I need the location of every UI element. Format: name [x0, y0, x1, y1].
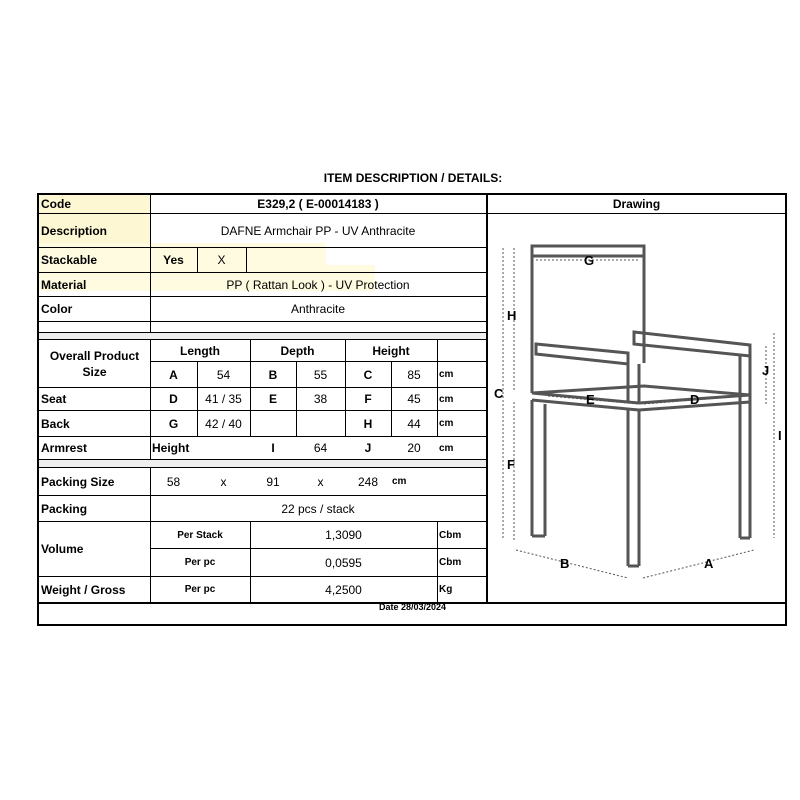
page-title: ITEM DESCRIPTION / DETAILS: [323, 171, 503, 185]
dim-j-letter: J [364, 441, 372, 455]
packing-value: 22 pcs / stack [281, 501, 355, 516]
code-value: E329,2 ( E-00014183 ) [257, 197, 379, 211]
dim-e-value: 38 [313, 392, 328, 406]
dim-label-b: B [560, 556, 570, 571]
dim-b-value: 55 [313, 367, 328, 382]
overall-size-label: Overall Product Size [49, 348, 140, 379]
dim-a-value: 54 [216, 367, 231, 382]
overall-unit: cm [439, 369, 454, 380]
dim-i-letter: I [271, 441, 275, 455]
dim-i-value: 64 [313, 441, 328, 455]
dim-g-value: 42 / 40 [205, 416, 242, 431]
dim-b-letter: B [268, 367, 278, 382]
dim-c-letter: C [363, 367, 373, 382]
packing-size-x1: x [220, 474, 227, 489]
dim-f-letter: F [364, 392, 372, 406]
material-label: Material [41, 277, 87, 292]
dim-c-value: 85 [407, 367, 421, 382]
dim-label-f: F [507, 457, 515, 472]
dim-d-value: 41 / 35 [205, 392, 242, 406]
weight-unit: Kg [439, 584, 453, 595]
row-line [39, 321, 486, 322]
length-header: Length [180, 343, 220, 358]
dim-label-e: E [586, 392, 595, 407]
seat-label: Seat [41, 392, 67, 406]
dim-f-value: 45 [407, 392, 421, 406]
stackable-yes: Yes [163, 253, 184, 267]
row-line [39, 459, 486, 460]
chair-outline [532, 246, 750, 566]
seat-unit: cm [439, 393, 454, 405]
dim-a-letter: A [169, 367, 178, 382]
dim-label-i: I [778, 428, 782, 443]
weight-value: 4,2500 [325, 582, 362, 597]
packing-size-height: 248 [357, 474, 379, 489]
dim-label-a: A [704, 556, 714, 571]
dim-h-value: 44 [407, 416, 421, 431]
dim-label-c: C [494, 386, 504, 401]
row-line [39, 332, 486, 333]
back-unit: cm [439, 418, 454, 429]
description-value: DAFNE Armchair PP - UV Anthracite [220, 223, 416, 238]
back-label: Back [41, 416, 70, 431]
dim-e-letter: E [268, 392, 277, 406]
per-stack-value: 1,3090 [325, 528, 362, 542]
packing-size-length: 58 [166, 474, 181, 489]
stackable-label: Stackable [41, 253, 98, 267]
armrest-height-label: Height [152, 441, 190, 455]
volume-label: Volume [41, 542, 84, 556]
stackable-mark: X [217, 253, 226, 267]
dim-j-value: 20 [407, 441, 421, 455]
per-pc-label: Per pc [184, 557, 216, 568]
dim-label-d: D [690, 392, 700, 407]
armrest-label: Armrest [41, 441, 88, 455]
per-stack-unit: Cbm [439, 529, 462, 541]
packing-size-label: Packing Size [41, 474, 115, 489]
code-label: Code [41, 197, 71, 211]
separator-band [39, 332, 486, 339]
armrest-unit: cm [439, 442, 454, 454]
per-stack-label: Per Stack [177, 529, 223, 541]
packing-size-depth: 91 [266, 474, 280, 489]
per-pc-value: 0,0595 [325, 555, 362, 570]
chair-drawing [488, 228, 786, 588]
date-footer: Date 28/03/2024 [378, 602, 447, 612]
color-value: Anthracite [290, 302, 346, 316]
dim-h-letter: H [363, 416, 373, 431]
dim-label-j: J [762, 363, 770, 378]
description-label: Description [41, 223, 108, 238]
packing-size-x2: x [317, 474, 324, 489]
dim-label-g: G [584, 253, 595, 268]
per-pc-unit: Cbm [439, 557, 462, 568]
dim-label-h: H [507, 308, 517, 323]
depth-header: Depth [280, 343, 315, 358]
weight-per-label: Per pc [184, 584, 216, 595]
packing-label: Packing [41, 501, 88, 516]
dim-d-letter: D [169, 392, 178, 406]
drawing-header: Drawing [612, 197, 661, 211]
dim-g-letter: G [168, 416, 179, 431]
separator-band [39, 459, 486, 467]
material-value: PP ( Rattan Look ) - UV Protection [226, 277, 410, 292]
packing-size-unit: cm [392, 476, 407, 487]
color-label: Color [41, 302, 73, 316]
height-header: Height [372, 343, 410, 358]
col-line [246, 247, 247, 272]
weight-label: Weight / Gross [41, 582, 126, 597]
